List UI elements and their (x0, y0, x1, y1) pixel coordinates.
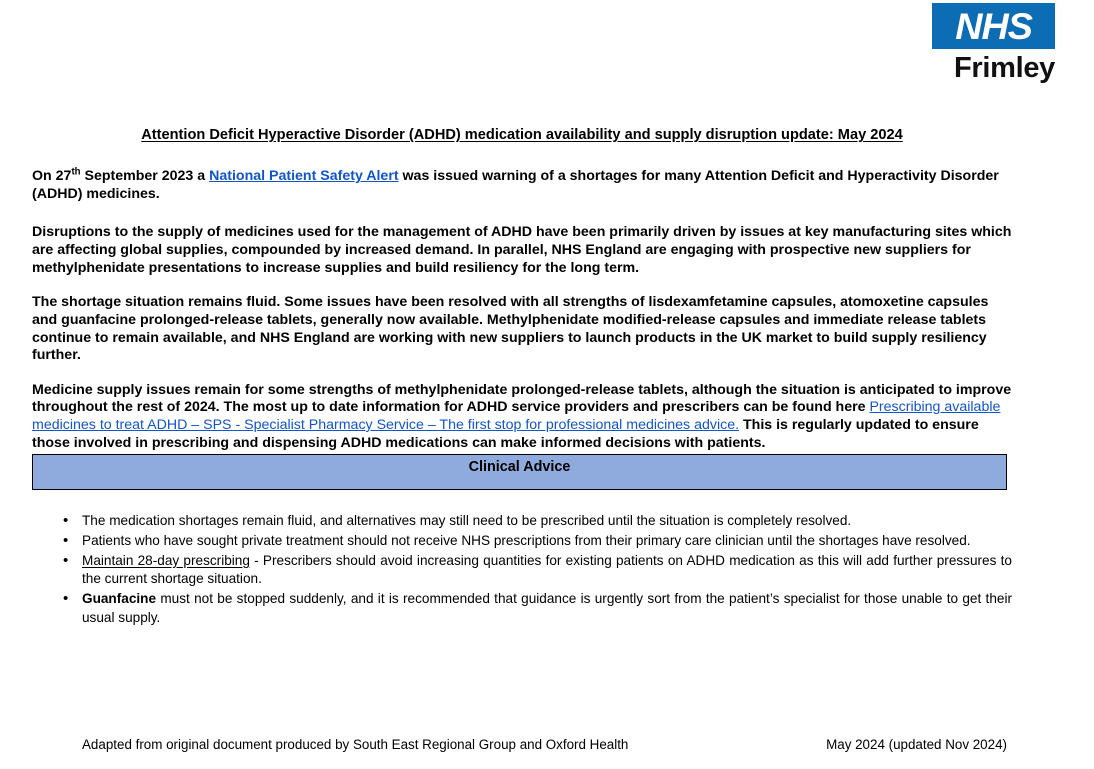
clinical-advice-list (58, 512, 1012, 629)
list-item-lead: Guanfacine (82, 591, 157, 606)
medicine-supply-text-before-link: Medicine supply issues remain for some strengths of methylphenidate prolonged-release tablets, although the situation is anticipated to improve throughout the rest of 2024. The most up to date information for ADHD service providers and prescribers can be found here (32, 381, 1012, 416)
medicine-supply-text-after-link: This is regularly updated to ensure those involved in prescribing and dispensing ADHD medications can make informed decisions with patients. (32, 416, 979, 451)
paragraph-disruptions: Disruptions to the supply of medicines used for the management of ADHD have been primarily driven by issues at key manufacturing sites which are affecting global supplies, compounded by increased demand. In parallel, NHS England are engaging with prospective new suppliers for methylphenidate presentations to increase supplies and build resiliency for the long term. (32, 224, 1012, 276)
list-item-text: must not be stopped suddenly, and it is recommended that guidance is urgently sort from the patient’s specialist for those unable to get their usual supply. (82, 591, 1012, 625)
sps-prescribing-adhd-link[interactable]: Prescribing available medicines to treat ADHD – SPS - Specialist Pharmacy Service – The first stop for professional medicines advice. (32, 399, 1001, 433)
paragraph-shortage-situation: The shortage situation remains fluid. Some issues have been resolved with all strengths of lisdexamfetamine capsules, atomoxetine capsules and guanfacine prolonged-release tablets, generally now available. Methylphenidate modified-release capsules and immediate release tablets continue to remain available, and NHS England are working with new suppliers to launch products in the UK market to build supply resiliency further. (32, 294, 989, 364)
clinical-advice-banner (32, 454, 1007, 490)
list-item-lead: Maintain 28-day prescribing (82, 552, 250, 568)
ordinal-suffix: th (71, 166, 81, 178)
intro-text-after-link: was issued warning of a shortages for many Attention Deficit and Hyperactivity Disorder (ADHD) medicines. (32, 168, 999, 202)
paragraph-intro (32, 168, 1012, 203)
list-item (58, 590, 1012, 628)
footer-attribution: Adapted from original document produced by South East Regional Group and Oxford Health (82, 737, 629, 752)
nhs-logo-box (932, 3, 1055, 49)
intro-text-mid: September 2023 a (80, 168, 210, 185)
nhs-wordmark: NHS (955, 5, 1032, 47)
footer-date: May 2024 (updated Nov 2024) (826, 737, 1007, 752)
trust-name-label: Frimley (953, 52, 1055, 84)
list-item (58, 532, 1012, 551)
page-footer (82, 737, 1008, 753)
paragraph-medicine-supply (32, 382, 1012, 452)
list-item-text: The medication shortages remain fluid, and alternatives may still need to be prescribed until the situation is completely resolved. (82, 513, 852, 528)
list-item-text: Patients who have sought private treatment should not receive NHS prescriptions from their primary care clinician until the shortages have resolved. (82, 532, 971, 548)
list-item (58, 512, 1012, 531)
page-title (32, 126, 1012, 144)
list-item (58, 552, 1012, 590)
clinical-advice-heading: Clinical Advice (468, 459, 571, 475)
nhs-frimley-logo (932, 3, 1055, 83)
intro-text-before-link: On 27 (32, 168, 72, 185)
list-item-text: - Prescribers should avoid increasing quantities for existing patients on ADHD medication as this will add further pressures to the current shortage situation. (82, 552, 1012, 587)
document-body (32, 126, 1012, 470)
national-patient-safety-alert-link[interactable]: National Patient Safety Alert (209, 168, 399, 185)
page-title-text: Attention Deficit Hyperactive Disorder (ADHD) medication availability and supply disruption update: May 2024 (141, 127, 903, 143)
